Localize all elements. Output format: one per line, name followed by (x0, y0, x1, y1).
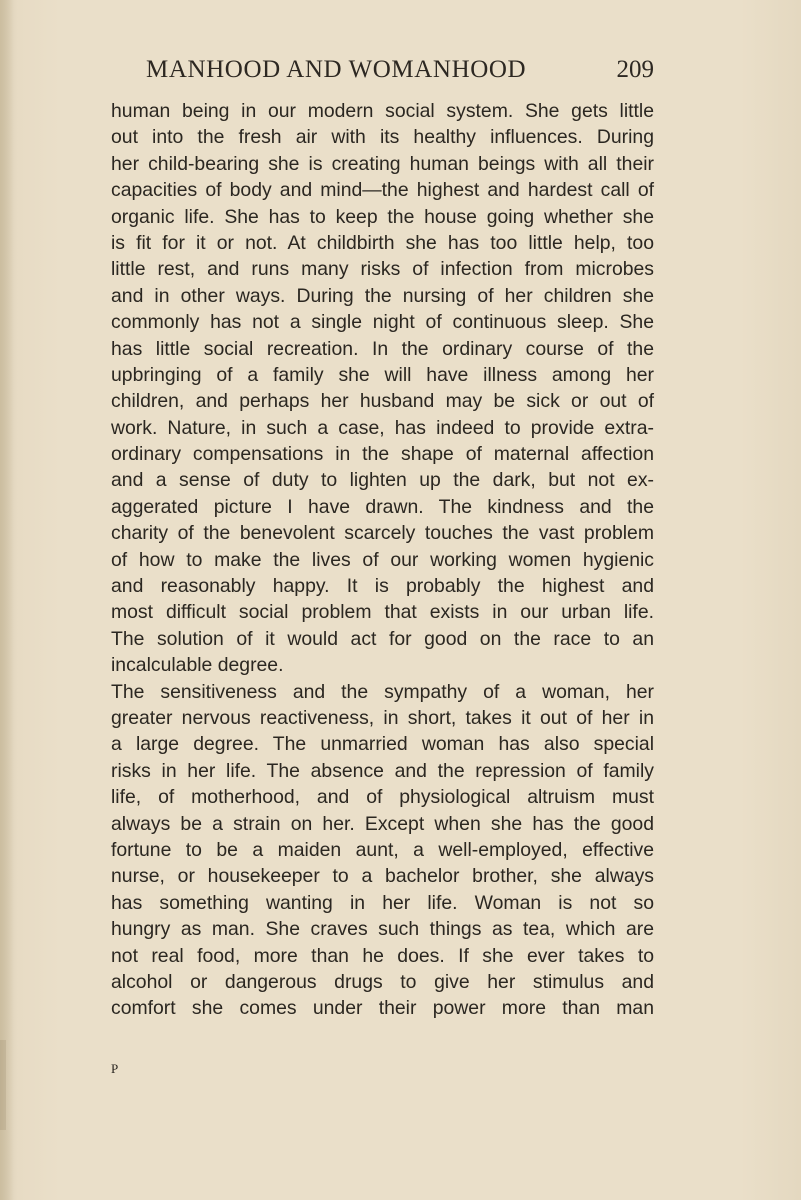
text-line: and in other ways. During the nursing of her children she (111, 284, 654, 307)
text-line: human being in our modern social system. She gets little (111, 100, 654, 122)
text-line: and a sense of duty to lighten up the dark, but not ex- (111, 469, 654, 492)
text-line: has something wanting in her life. Woman is not so (111, 891, 654, 914)
text-line: is fit for it or not. At childbirth she has too little help, too (111, 231, 654, 254)
page-number: 209 (616, 56, 654, 83)
text-line: not real food, more than he does. If she ever takes to (111, 944, 654, 967)
text-line: has little social recreation. In the ordinary course of the (111, 337, 654, 360)
signature-mark: P (111, 1061, 119, 1076)
text-line: organic life. She has to keep the house going whether she (111, 205, 654, 228)
text-line: upbringing of a family she will have illness among her (111, 363, 654, 386)
text-line: children, and perhaps her husband may be sick or out of (111, 390, 654, 413)
text-line: always be a strain on her. Except when she has the good (111, 812, 654, 835)
text-line: hungry as man. She craves such things as tea, which are (111, 918, 654, 941)
text-line: work. Nature, in such a case, has indeed to provide extra- (111, 416, 654, 439)
text-line: incalculable degree. (111, 654, 284, 677)
text-line: charity of the benevolent scarcely touches the vast problem (111, 522, 654, 545)
text-line: and reasonably happy. It is probably the highest and (111, 575, 654, 598)
text-line: commonly has not a single night of continuous sleep. She (111, 311, 654, 334)
text-line: life, of motherhood, and of physiological altruism must (111, 786, 654, 809)
text-line: comfort she comes under their power more than man (111, 997, 654, 1020)
text-line: little rest, and runs many risks of infection from microbes (111, 258, 654, 281)
running-head (146, 56, 654, 90)
text-line: capacities of body and mind—the highest and hardest call of (111, 179, 654, 202)
text-line: her child-bearing she is creating human beings with all their (111, 152, 654, 175)
text-line: out into the fresh air with its healthy influences. During (111, 126, 654, 149)
binding-edge (0, 1040, 6, 1130)
running-title: MANHOOD AND WOMANHOOD (146, 56, 527, 83)
text-line: The sensitiveness and the sympathy of a woman, her (111, 680, 654, 703)
text-line: ordinary compensations in the shape of maternal affection (111, 443, 654, 466)
text-line: greater nervous reactiveness, in short, takes it out of her in (111, 706, 654, 729)
gutter-shadow (0, 0, 14, 1200)
text-line: aggerated picture I have drawn. The kindness and the (111, 495, 654, 518)
text-line: of how to make the lives of our working women hygienic (111, 548, 654, 571)
text-line: The solution of it would act for good on the race to an (111, 627, 654, 650)
text-line: a large degree. The unmarried woman has also special (111, 733, 654, 756)
text-line: alcohol or dangerous drugs to give her stimulus and (111, 970, 654, 993)
body-text (111, 98, 654, 1022)
text-line: risks in her life. The absence and the repression of family (111, 759, 654, 782)
text-line: most difficult social problem that exists in our urban life. (111, 601, 654, 624)
text-line: fortune to be a maiden aunt, a well-employed, effective (111, 838, 654, 861)
text-line: nurse, or housekeeper to a bachelor brother, she always (111, 865, 654, 888)
